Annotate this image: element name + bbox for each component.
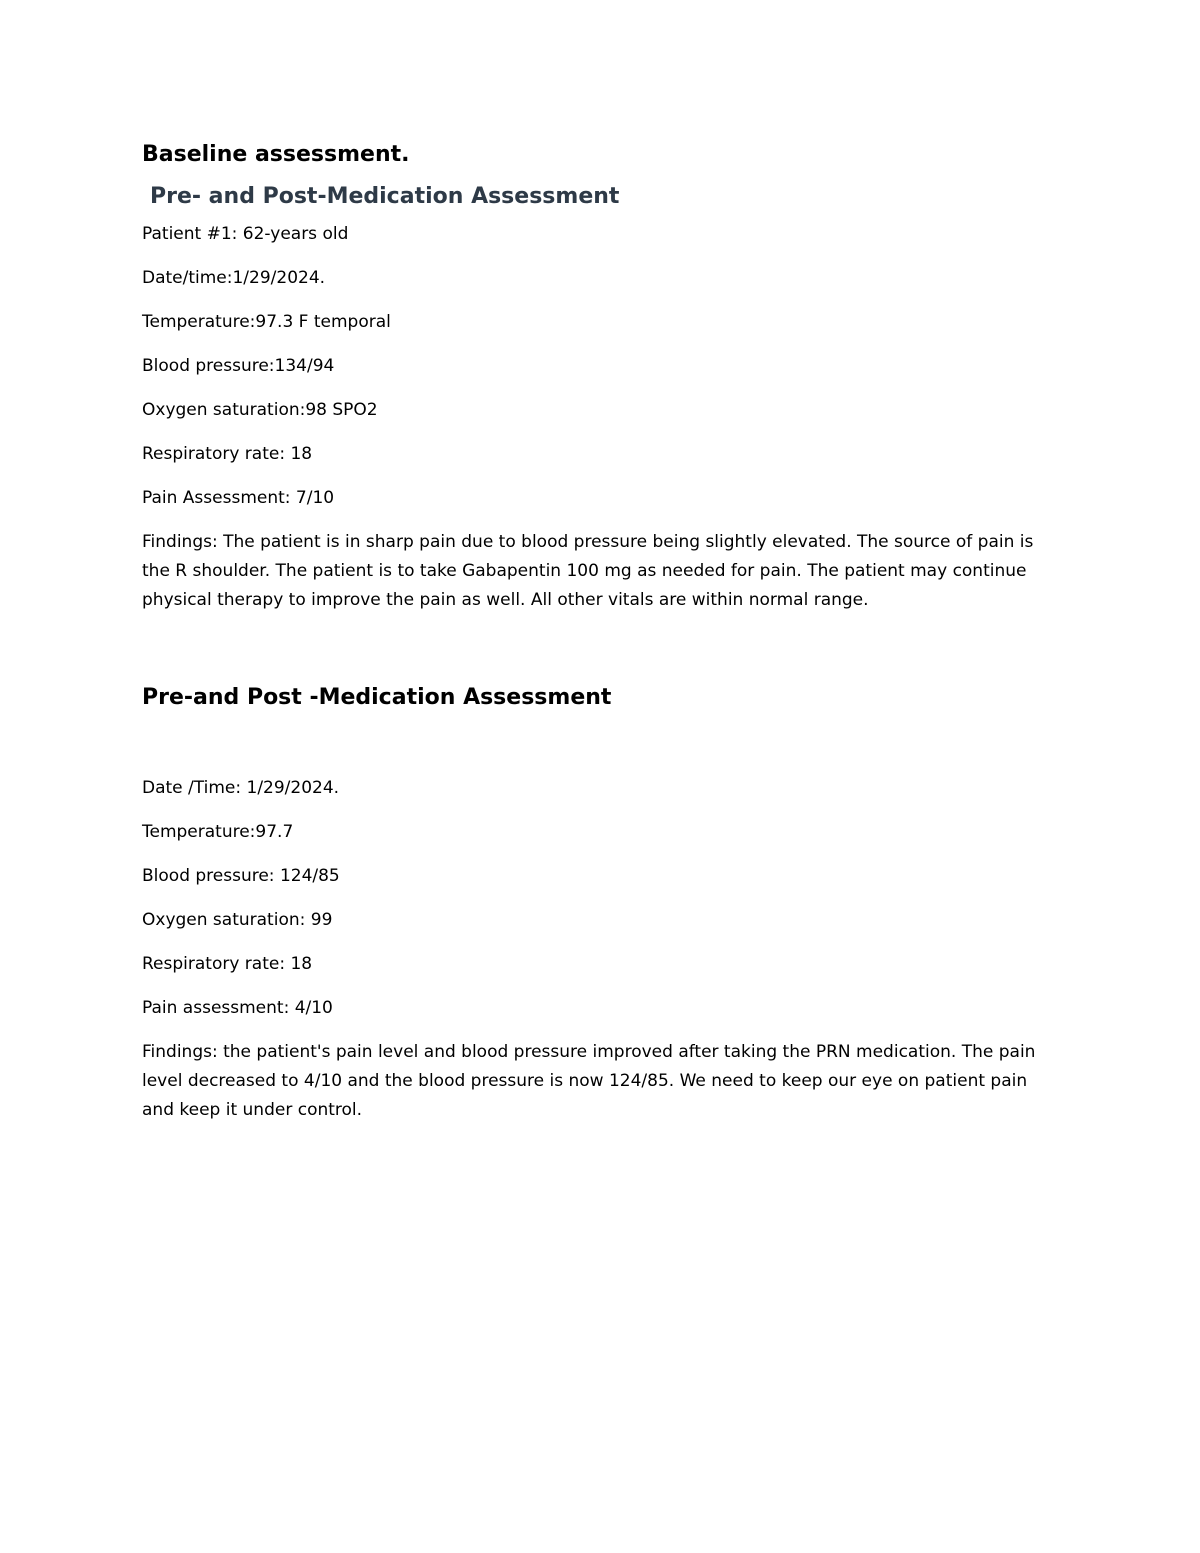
blood-pressure: Blood pressure:134/94	[142, 356, 335, 376]
blood-pressure: Blood pressure: 124/85	[142, 866, 340, 886]
oxygen-saturation: Oxygen saturation: 99	[142, 910, 333, 930]
date-time: Date /Time: 1/29/2024.	[142, 778, 340, 798]
patient-info: Patient #1: 62-years old	[142, 224, 349, 244]
temperature: Temperature:97.7	[142, 822, 294, 842]
oxygen-saturation: Oxygen saturation:98 SPO2	[142, 400, 378, 420]
date-time: Date/time:1/29/2024.	[142, 268, 326, 288]
findings-paragraph: Findings: the patient's pain level and blood pressure improved after taking the PRN medication. The pain level decreased to 4/10 and the blood pressure is now 124/85. We need to keep our eye on patient pain and keep it under control.	[142, 1042, 1036, 1120]
section-heading: Pre-and Post -Medication Assessment	[142, 685, 612, 710]
pain-assessment: Pain assessment: 4/10	[142, 998, 333, 1018]
post-medication-section	[142, 680, 1062, 1125]
pain-assessment: Pain Assessment: 7/10	[142, 488, 335, 508]
respiratory-rate: Respiratory rate: 18	[142, 444, 313, 464]
baseline-section	[142, 138, 1062, 615]
section-subtitle: Pre- and Post-Medication Assessment	[150, 184, 620, 209]
findings-paragraph: Findings: The patient is in sharp pain due to blood pressure being slightly elevated. The source of pain is the R shoulder. The patient is to take Gabapentin 100 mg as needed for pain. The patient may continue physical therapy to improve the pain as well. All other vitals are within normal range.	[142, 532, 1034, 610]
respiratory-rate: Respiratory rate: 18	[142, 954, 313, 974]
document-title: Baseline assessment.	[142, 142, 410, 167]
temperature: Temperature:97.3 F temporal	[142, 312, 391, 332]
